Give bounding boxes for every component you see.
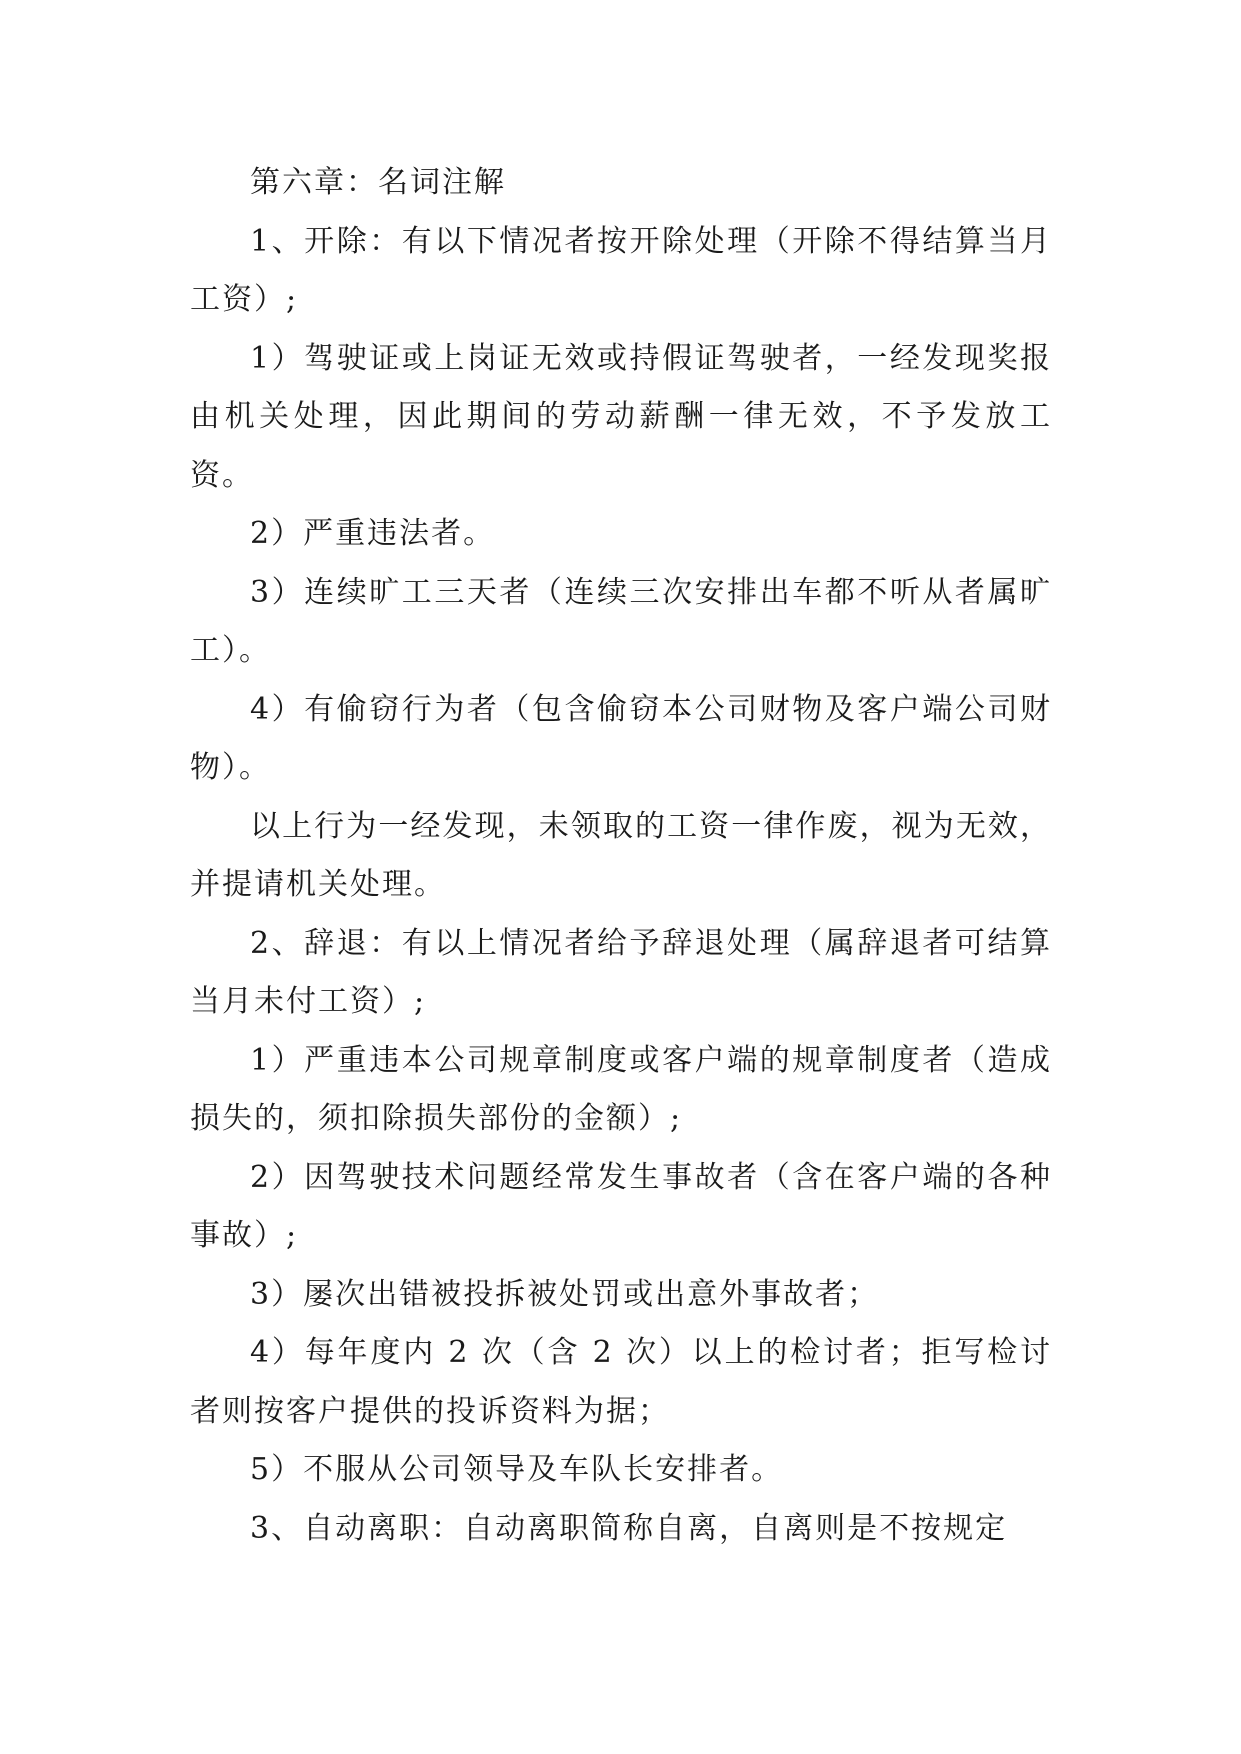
- paragraph-discharge-item-2: 2）因驾驶技术问题经常发生事故者（含在客户端的各种事故）;: [190, 1159, 1052, 1253]
- paragraph-discharge-item-3: 3）屡次出错被投拆被处罚或出意外事故者；: [250, 1276, 880, 1312]
- document-page: [190, 154, 1052, 1558]
- paragraph-dismissal-item-3: 3）连续旷工三天者（连续三次安排出车都不听从者属旷工）。: [190, 574, 1052, 668]
- paragraph-dismissal-item-2: 2）严重违法者。: [250, 516, 496, 551]
- paragraph-discharge: 2、辞退：有以上情况者给予辞退处理（属辞退者可结算当月未付工资）;: [190, 925, 1052, 1019]
- chapter-title: 第六章：名词注解: [250, 165, 506, 200]
- paragraph-dismissal: 1、开除：有以下情况者按开除处理（开除不得结算当月工资）;: [190, 223, 1052, 317]
- paragraph-dismissal-item-1: 1）驾驶证或上岗证无效或持假证驾驶者，一经发现奖报由机关处理，因此期间的劳动薪酬一律无效，不予发放工资。: [190, 340, 1052, 493]
- paragraph-dismissal-item-4: 4）有偷窃行为者（包含偷窃本公司财物及客户端公司财物）。: [190, 691, 1052, 785]
- paragraph-dismissal-note: 以上行为一经发现，未领取的工资一律作废，视为无效，并提请机关处理。: [190, 808, 1052, 902]
- paragraph-resignation: 3、自动离职：自动离职简称自离，自离则是不按规定: [250, 1510, 1008, 1546]
- paragraph-discharge-item-1: 1）严重违本公司规章制度或客户端的规章制度者（造成损失的，须扣除损失部份的金额）;: [190, 1042, 1052, 1136]
- paragraph-discharge-item-5: 5）不服从公司领导及车队长安排者。: [250, 1452, 784, 1487]
- paragraph-discharge-item-4: 4）每年度内 2 次（含 2 次）以上的检讨者；拒写检讨者则按客户提供的投诉资料为据；: [190, 1335, 1052, 1429]
